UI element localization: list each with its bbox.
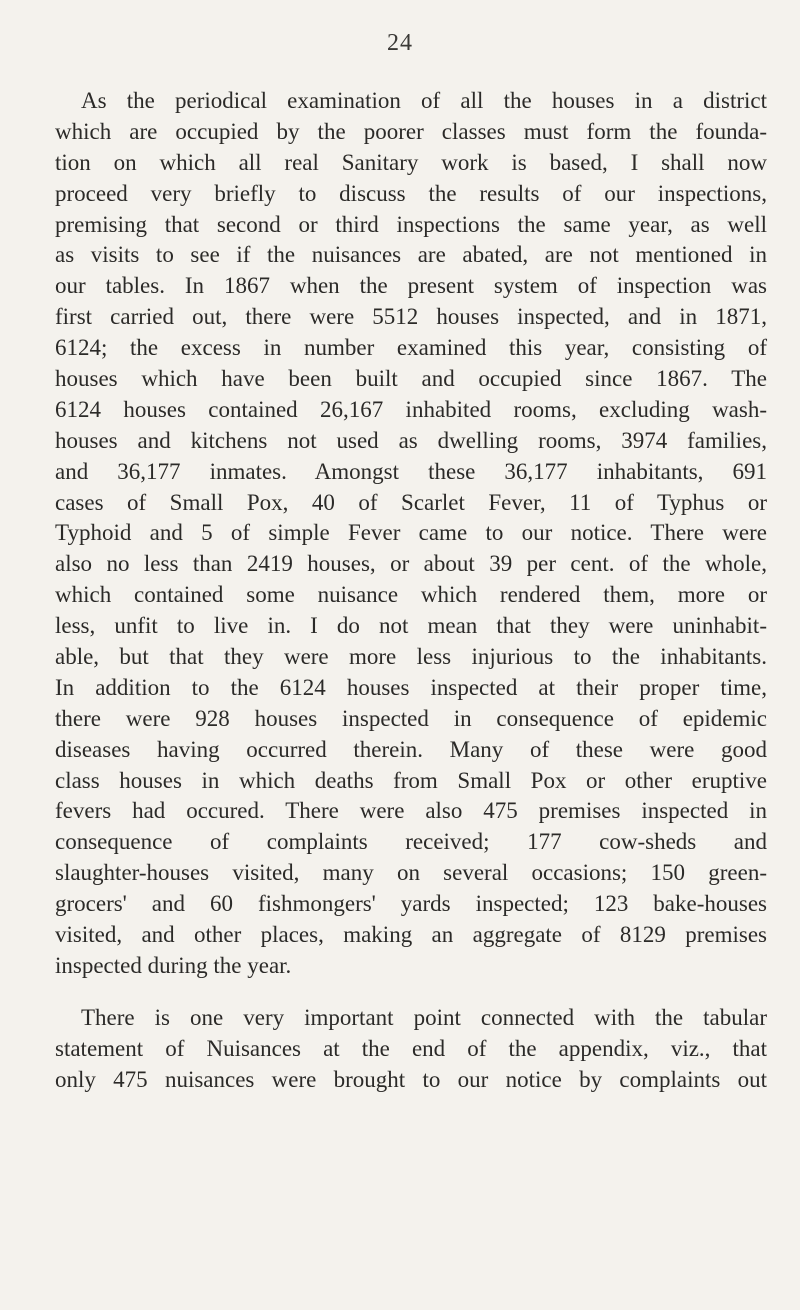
text-line: fevers had occured. There were also 475 premises inspected in bbox=[55, 798, 767, 824]
text-line: 6124; the excess in number examined this year, consisting of bbox=[55, 335, 767, 361]
text-line: There is one very important point connected with the tabular bbox=[81, 1004, 767, 1030]
text-line: able, but that they were more less injurious to the inhabitants. bbox=[55, 644, 767, 670]
paragraph-1 bbox=[55, 86, 767, 982]
text-line: premising that second or third inspections the same year, as well bbox=[55, 211, 767, 237]
text-line: as visits to see if the nuisances are abated, are not mentioned in bbox=[55, 242, 767, 268]
text-line: our tables. In 1867 when the present system of inspection was bbox=[55, 273, 767, 299]
text-line: Typhoid and 5 of simple Fever came to our notice. There were bbox=[55, 520, 767, 546]
text-line: As the periodical examination of all the houses in a district bbox=[81, 88, 767, 113]
text-line: 6124 houses contained 26,167 inhabited rooms, excluding wash- bbox=[55, 396, 767, 422]
text-line: there were 928 houses inspected in consequence of epidemic bbox=[55, 705, 767, 731]
body-text bbox=[55, 86, 767, 1096]
text-line: less, unfit to live in. I do not mean that they were uninhabit- bbox=[55, 613, 767, 639]
paragraph-2 bbox=[55, 1003, 767, 1096]
text-line: statement of Nuisances at the end of the appendix, viz., that bbox=[55, 1035, 767, 1061]
page-number: 24 bbox=[387, 30, 413, 56]
text-line: also no less than 2419 houses, or about 39 per cent. of the whole, bbox=[55, 551, 767, 577]
text-line: class houses in which deaths from Small Pox or other eruptive bbox=[55, 767, 767, 793]
text-line: which are occupied by the poorer classes must form the founda- bbox=[55, 118, 767, 144]
paragraph-spacer bbox=[55, 982, 767, 1003]
text-line: proceed very briefly to discuss the results of our inspections, bbox=[55, 180, 767, 206]
text-line: houses which have been built and occupied since 1867. The bbox=[55, 366, 767, 392]
text-line: diseases having occurred therein. Many of these were good bbox=[55, 736, 767, 762]
text-line: houses and kitchens not used as dwelling rooms, 3974 families, bbox=[55, 427, 767, 453]
text-line: which contained some nuisance which rendered them, more or bbox=[55, 582, 767, 608]
text-line: consequence of complaints received; 177 cow-sheds and bbox=[55, 829, 767, 855]
text-line: In addition to the 6124 houses inspected at their proper time, bbox=[55, 674, 767, 700]
text-line: visited, and other places, making an aggregate of 8129 premises bbox=[55, 922, 767, 948]
text-line: first carried out, there were 5512 houses inspected, and in 1871, bbox=[55, 304, 767, 330]
text-line: cases of Small Pox, 40 of Scarlet Fever, 11 of Typhus or bbox=[55, 489, 767, 515]
text-line: tion on which all real Sanitary work is based, I shall now bbox=[55, 149, 767, 175]
text-line: grocers' and 60 fishmongers' yards inspected; 123 bake-houses bbox=[55, 891, 767, 917]
text-line: slaughter-houses visited, many on several occasions; 150 green- bbox=[55, 860, 767, 886]
text-line: only 475 nuisances were brought to our notice by complaints out bbox=[55, 1066, 767, 1092]
text-line: inspected during the year. bbox=[55, 952, 292, 978]
text-line: and 36,177 inmates. Amongst these 36,177 inhabitants, 691 bbox=[55, 458, 767, 484]
